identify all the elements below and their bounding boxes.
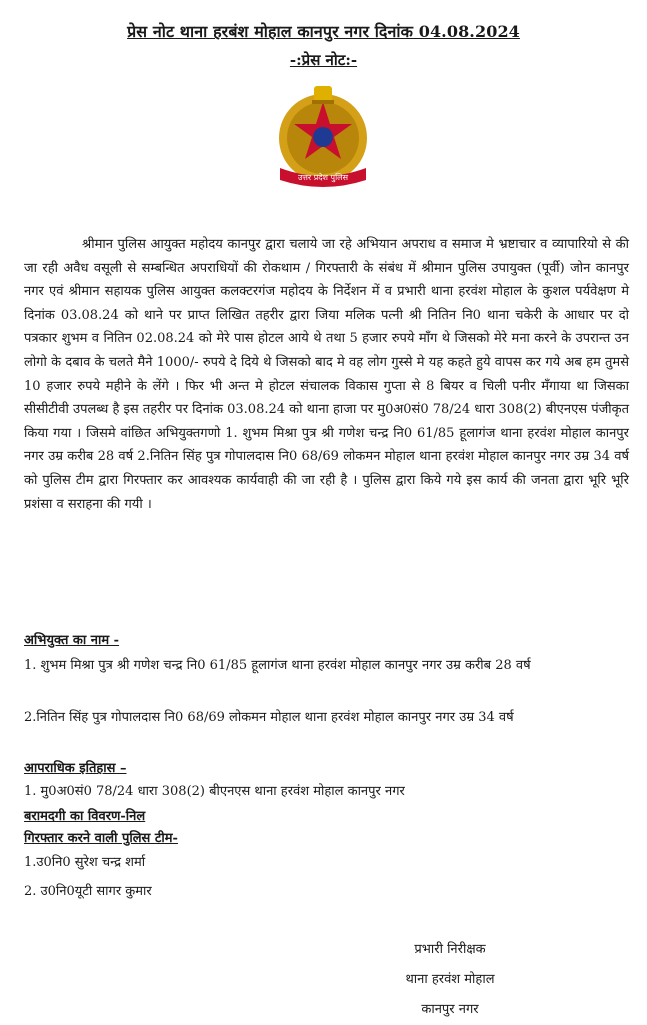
page-subtitle: -:प्रेस नोट:- — [289, 51, 358, 69]
emblem-center — [313, 127, 333, 147]
criminal-history-item: 1. मु0अ0सं0 78/24 धारा 308(2) बीएनएस थाना हरवंश मोहाल कानपुर नगर — [24, 784, 405, 799]
team-member: 1.उ0नि0 सुरेश चन्द्र शर्मा — [24, 855, 146, 870]
press-note-body: श्रीमान पुलिस आयुक्त महोदय कानपुर द्वारा चलाये जा रहे अभियान अपराध व समाज मे भ्रष्टाचार व व्यापारियो से की जा रही अवैध वसूली से सम्बन्धित अपराधियों की रोकथाम / गिरफ्तारी के संबंध में श्रीमान पुलिस उपायुक्त (पूर्वी) जोन कानपुर नगर एवं श्रीमान सहायक पुलिस आयुक्त कलक्टरगंज महोदय के निर्देशन में व प्रभारी थाना हरवंश मोहाल के कुशल पर्यवेक्षण मे दिनांक 03.08.24 को थाने पर प्राप्त लिखित तहरीर द्वारा जिया मलिक पत्नी श्री नितिन नि0 थाना चकेरी के आधार पर दो पत्रकार शुभम व नितिन 02.08.24 को मेरे पास होटल आये थे तथा 5 हजार रुपये माँग थे जिसको मेरे मना करने के उपरान्त उन लोगो के दबाव के चलते मैने 1000/- रुपये दे दिये थे जिसको बाद मे वह लोग गुस्से मे यह कहते हुये वापस कर गये अब हम तुमसे 10 हजार रुपये महीने के लेंगे । फिर भी अन्त मे होटल संचालक विकास गुप्ता से 8 बियर व चिली पनीर मँगाया था जिसका सीसीटीवी उपलब्ध है इस तहरीर पर दिनांक 03.08.24 को थाना हाजा पर मु0अ0सं0 78/24 धारा 308(2) बीएनएस पंजीकृत किया गया । जिसमे वांछित अभियुक्तगणो 1. शुभम मिश्रा पुत्र श्री गणेश चन्द्र नि0 61/85 हूलागंज थाना हरवंश मोहाल कानपुर नगर उम्र करीब 28 वर्ष 2.नितिन सिंह पुत्र गोपालदास नि0 68/69 लोकमन मोहाल थाना हरवंश मोहाल कानपुर नगर उम्र 34 वर्ष को पुलिस टीम द्वारा गिरफ्तार कर आवश्यक कार्यवाही की जा रही है । पुलिस द्वारा किये गये इस कार्य की जनता द्वारा भूरि भूरि प्रशंसा व सराहना की गयी । — [24, 237, 629, 512]
emblem-capital — [314, 86, 332, 102]
signature-city: कानपुर नगर — [421, 1002, 479, 1017]
signature-block — [370, 935, 530, 1025]
emblem-ribbon-text: उत्तर प्रदेश पुलिस — [298, 173, 348, 182]
signature-station: थाना हरवंश मोहाल — [405, 972, 495, 987]
signature-designation: प्रभारी निरीक्षक — [414, 942, 486, 957]
up-police-emblem — [268, 80, 378, 190]
team-member: 2. उ0नि0यूटी सागर कुमार — [24, 884, 152, 899]
criminal-history-heading: आपराधिक इतिहास – — [24, 761, 127, 776]
team-heading: गिरफ्तार करने वाली पुलिस टीम- — [24, 831, 178, 846]
emblem-graphic — [268, 80, 378, 190]
page-title: प्रेस नोट थाना हरबंश मोहाल कानपुर नगर दिनांक 04.08.2024 — [127, 22, 520, 41]
accused-item: 2.नितिन सिंह पुत्र गोपालदास नि0 68/69 लोकमन मोहाल थाना हरवंश मोहाल कानपुर नगर उम्र 34 वर्ष — [24, 710, 514, 725]
recovery-heading: बरामदगी का विवरण-निल — [24, 809, 146, 824]
accused-heading: अभियुक्त का नाम - — [24, 633, 120, 648]
accused-item: 1. शुभम मिश्रा पुत्र श्री गणेश चन्द्र नि0 61/85 हूलागंज थाना हरवंश मोहाल कानपुर नगर उम्र करीब 28 वर्ष — [24, 658, 531, 673]
